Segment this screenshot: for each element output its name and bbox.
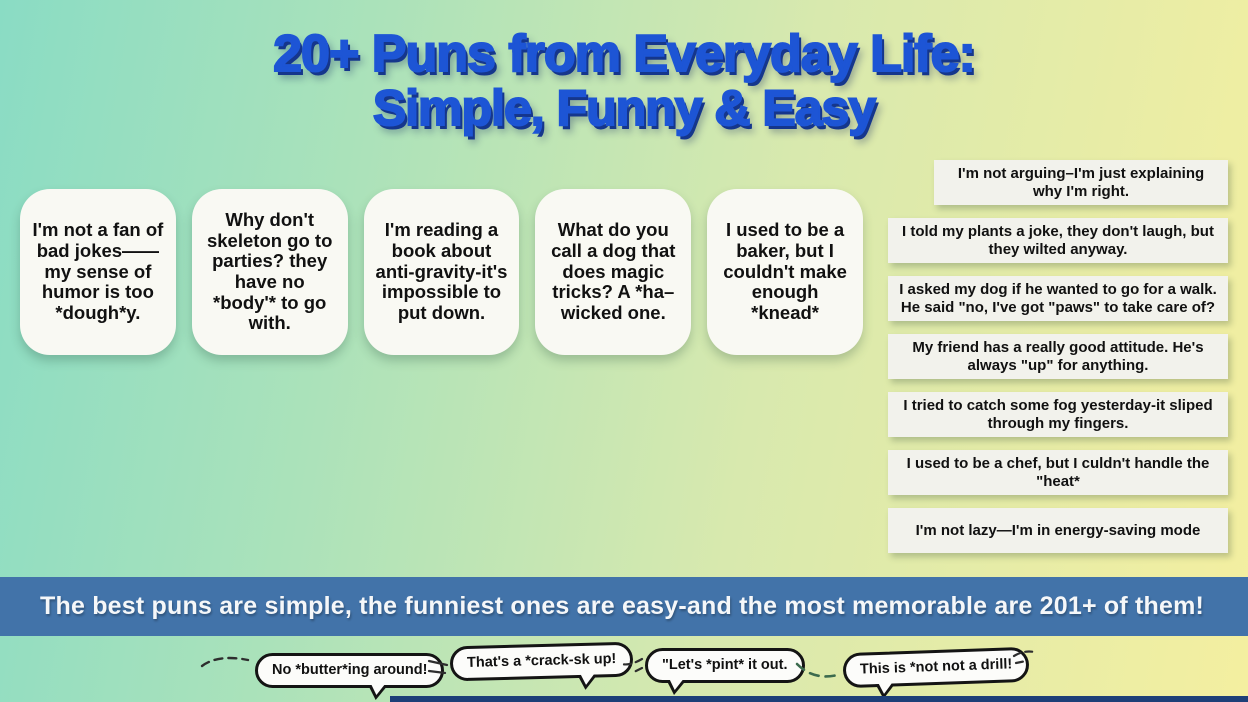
dashed-connector-3-4 (795, 660, 843, 684)
pun-card-1 (20, 189, 176, 355)
speech-bubble-3 (645, 648, 805, 683)
pun-banner-1-text: I'm not arguing–I'm just explaining why I'm right. (957, 164, 1205, 200)
pun-banner-7 (888, 508, 1228, 553)
pun-banner-4-text: My friend has a really good attitude. He's always "up" for anything. (912, 338, 1204, 374)
page-title-line1: 20+ Puns from Everyday Life: (273, 25, 975, 83)
page-title (0, 26, 1248, 135)
pun-card-3 (364, 189, 520, 355)
dashed-connector-2-3 (620, 656, 644, 674)
pun-banner-1 (934, 160, 1228, 205)
dashed-connector-right (1012, 648, 1036, 666)
speech-bubble-2-text: That's a *crack-sk up! (466, 651, 617, 671)
pun-banner-7-text: I'm not lazy—I'm in energy-saving mode (915, 521, 1201, 539)
pun-card-row (20, 189, 863, 355)
speech-bubble-4-text: This is *not not a drill! (859, 656, 1013, 678)
dashed-connector-1-2 (427, 658, 449, 674)
pun-banner-5-text: I tried to catch some fog yesterday-it sliped through my fingers. (903, 396, 1213, 432)
pun-card-2 (192, 189, 348, 355)
speech-bubble-2 (450, 642, 634, 682)
speech-bubble-4 (842, 647, 1029, 688)
pun-banner-6-text: I used to be a chef, but I culdn't handle the "heat* (906, 454, 1210, 490)
pun-card-4-text: What do you call a dog that does magic tricks? A *ha–wicked one. (551, 219, 676, 324)
pun-banner-2 (888, 218, 1228, 263)
pun-card-2-text: Why don't skeleton go to parties? they have no *body'* to go with. (206, 208, 333, 334)
pun-card-1-text: I'm not a fan of bad jokes——my sense of humor is too *dough*y. (32, 219, 164, 324)
pun-banner-column (888, 160, 1228, 553)
speech-bubble-row (0, 644, 1248, 702)
pun-card-3-text: I'm reading a book about anti-gravity-it's impossible to put down. (375, 219, 508, 324)
pun-card-4 (535, 189, 691, 355)
footer-banner-text: The best puns are simple, the funniest ones are easy-and the most memorable are 201+ of them! (40, 592, 1205, 620)
footer-banner (0, 577, 1248, 636)
pun-banner-3 (888, 276, 1228, 321)
pun-banner-2-text: I told my plants a joke, they don't laugh, but they wilted anyway. (902, 222, 1214, 258)
pun-banner-5 (888, 392, 1228, 437)
pun-card-5 (707, 189, 863, 355)
speech-bubble-1 (255, 653, 444, 688)
speech-bubble-3-text: "Let's *pint* it out. (662, 657, 788, 673)
pun-banner-3-text: I asked my dog if he wanted to go for a walk. He said "no, I've got "paws" to take care of? (899, 280, 1217, 316)
pun-banner-6 (888, 450, 1228, 495)
bottom-accent-strip (390, 696, 1248, 702)
pun-banner-4 (888, 334, 1228, 379)
dashed-connector-left (200, 652, 250, 670)
pun-card-5-text: I used to be a baker, but I couldn't make enough *knead* (723, 219, 847, 324)
speech-bubble-1-text: No *butter*ing around! (272, 662, 428, 678)
page-title-line2: Simple, Funny & Easy (372, 80, 876, 137)
